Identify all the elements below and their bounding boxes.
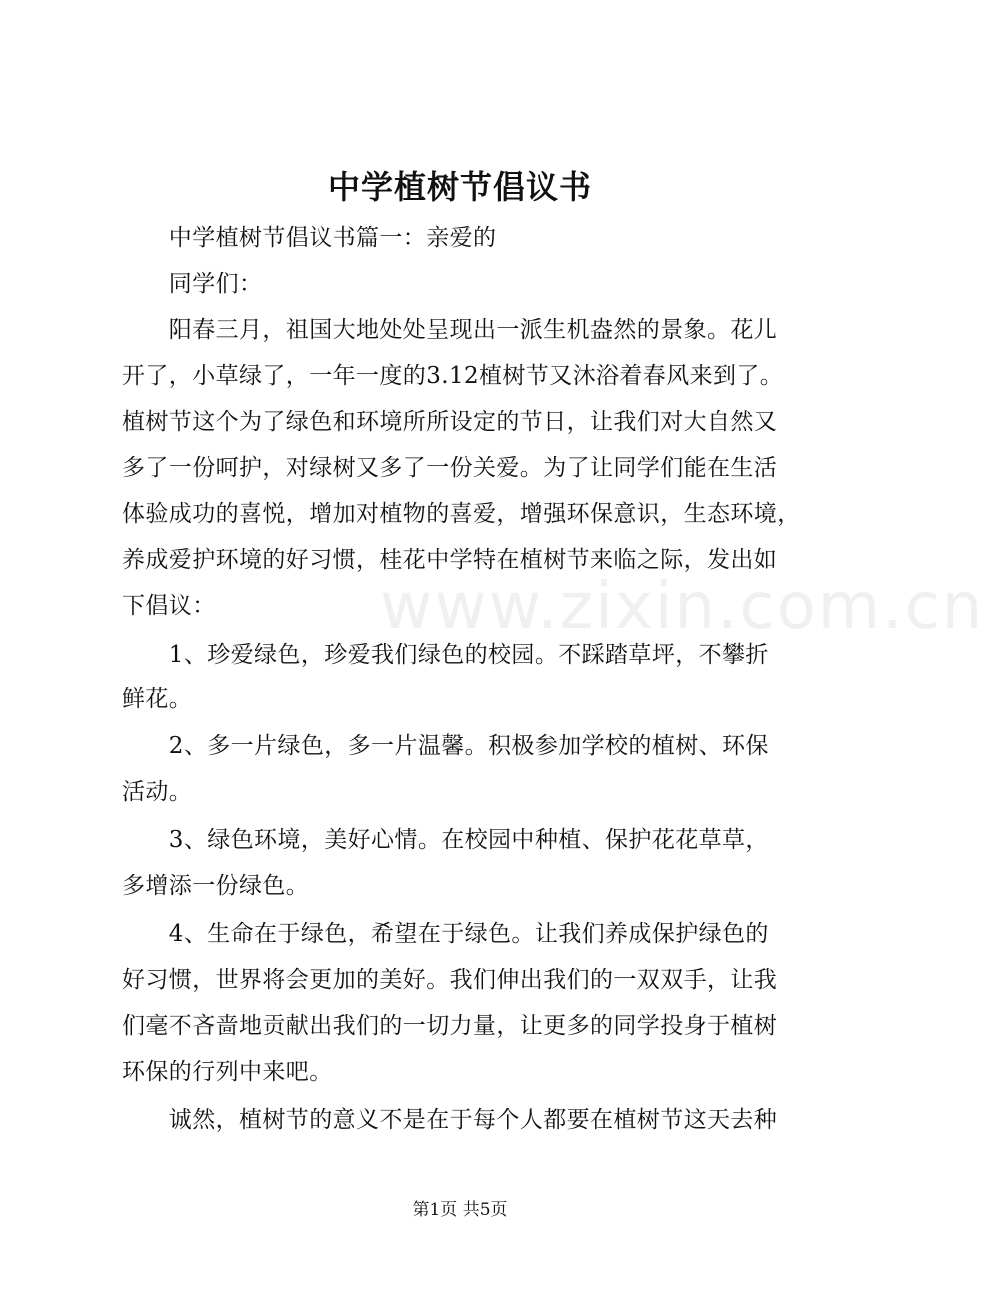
text-line: 多了一份呵护，对绿树又多了一份关爱。为了让同学们能在生活 (122, 455, 778, 481)
text-line: 环保的行列中来吧。 (122, 1059, 333, 1085)
text-line: 活动。 (122, 779, 193, 805)
text-line: 4、生命在于绿色，希望在于绿色。让我们养成保护绿色的 (122, 921, 769, 947)
document-title: 中学植树节倡议书 (327, 168, 592, 206)
text-line: 多增添一份绿色。 (122, 873, 310, 899)
watermark: www.zixin.com.cn (380, 570, 984, 644)
text-line: 开了，小草绿了，一年一度的3.12植树节又沐浴着春风来到了。 (122, 363, 784, 389)
text-line: 下倡议： (122, 593, 216, 619)
text-line: 们毫不吝啬地贡献出我们的一切力量，让更多的同学投身于植树 (122, 1013, 778, 1039)
text-line: 植树节这个为了绿色和环境所所设定的节日，让我们对大自然又 (122, 409, 778, 435)
text-line: 中学植树节倡议书篇一：亲爱的 (122, 225, 497, 251)
text-line: 体验成功的喜悦，增加对植物的喜爱，增强环保意识，生态环境， (122, 501, 801, 527)
text-line: 养成爱护环境的好习惯，桂花中学特在植树节来临之际，发出如 (122, 547, 778, 573)
text-line: 好习惯，世界将会更加的美好。我们伸出我们的一双双手，让我 (122, 967, 778, 993)
page-footer: 第1页 共5页 (412, 1200, 508, 1220)
text-line: 1、珍爱绿色，珍爱我们绿色的校园。不踩踏草坪，不攀折 (122, 642, 769, 668)
text-line: 阳春三月，祖国大地处处呈现出一派生机盎然的景象。花儿 (122, 317, 778, 343)
text-line: 鲜花。 (122, 686, 193, 712)
text-line: 诚然，植树节的意义不是在于每个人都要在植树节这天去种 (122, 1107, 778, 1133)
text-line: 同学们： (122, 271, 263, 297)
text-line: 2、多一片绿色，多一片温馨。积极参加学校的植树、环保 (122, 733, 769, 759)
text-line: 3、绿色环境，美好心情。在校园中种植、保护花花草草， (122, 827, 769, 853)
